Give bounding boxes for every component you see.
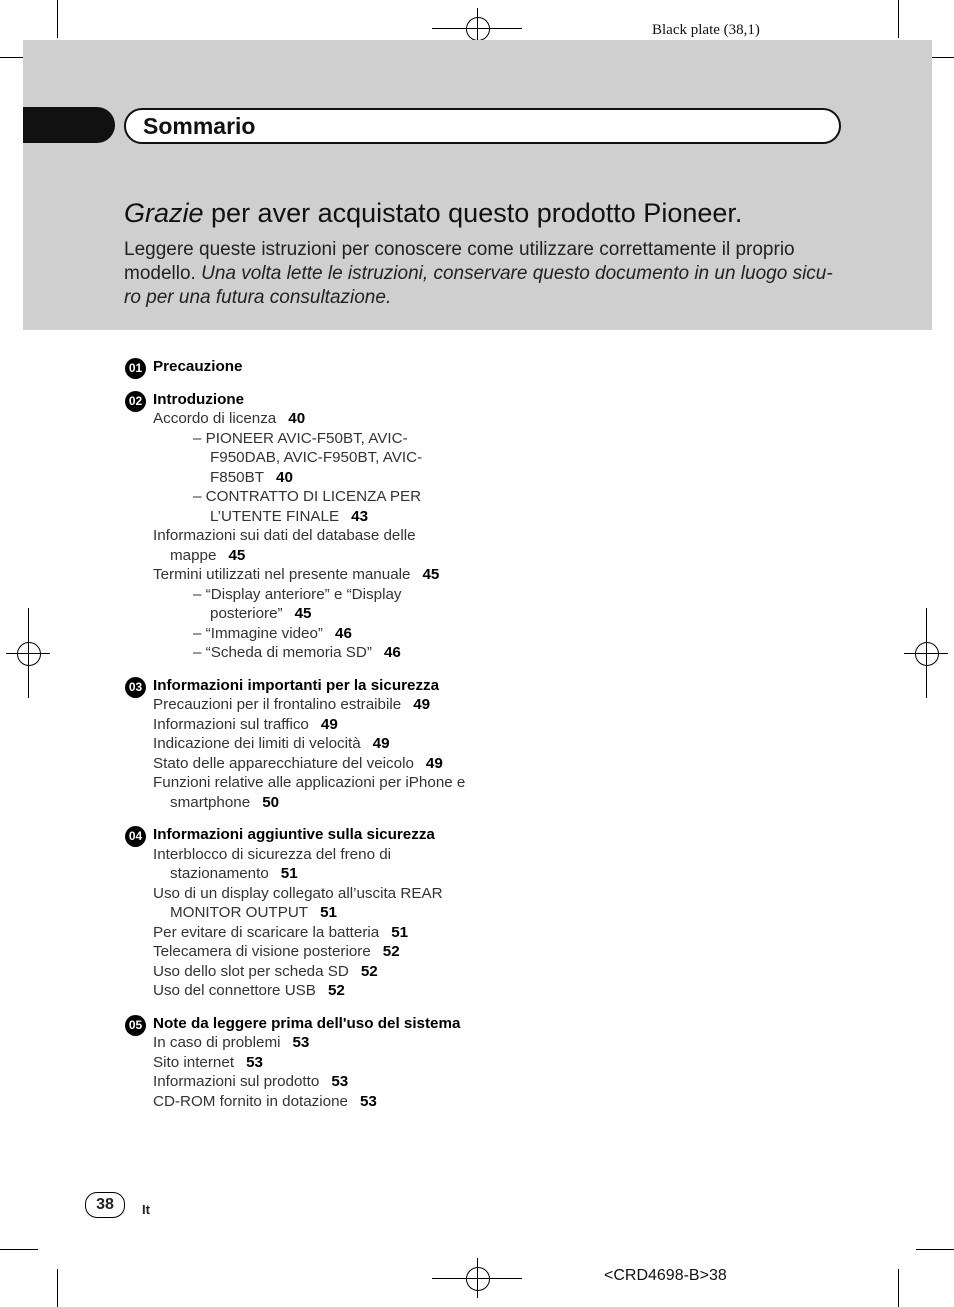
toc-entry[interactable]: [153, 1033, 470, 1053]
toc-page-number: 53: [331, 1073, 349, 1090]
toc-section: [125, 389, 470, 663]
toc-entry[interactable]: [153, 754, 470, 774]
toc-page-number: 43: [351, 507, 369, 525]
toc-section: [125, 824, 470, 1001]
toc-entry[interactable]: [153, 962, 470, 982]
toc-page-number: 51: [391, 923, 409, 941]
toc-entry-text: Uso di un display collegato all’uscita REAR MONITOR OUTPUT: [153, 884, 443, 921]
toc-entry-text: Telecamera di visione posteriore: [153, 943, 371, 960]
toc-page-number: 52: [360, 962, 378, 980]
toc-entry-text: Uso dello slot per scheda SD: [153, 962, 349, 980]
toc-page-number: 49: [425, 754, 443, 772]
registration-mark-circle: [17, 642, 41, 666]
toc-entry[interactable]: [193, 487, 470, 526]
crop-mark: [57, 0, 58, 38]
toc-entry[interactable]: [153, 845, 470, 884]
toc-entry[interactable]: [153, 695, 470, 715]
toc-page-number: 49: [413, 696, 431, 713]
toc-page-number: 53: [292, 1034, 310, 1051]
toc-page-number: 52: [327, 982, 345, 999]
section-title-pill: [124, 108, 841, 144]
toc-page-number: 40: [288, 410, 306, 427]
toc-page-number: 53: [246, 1053, 263, 1071]
registration-mark-circle: [915, 642, 939, 666]
toc-entry-text: Indicazione dei limiti di velocità: [153, 735, 361, 752]
chapter-number-badge: 03: [125, 677, 146, 698]
toc-entry[interactable]: [153, 409, 470, 429]
intro-plain: Leggere queste istruzioni per conoscere come utilizzare correttamente il proprio modello.: [124, 239, 795, 284]
toc-page-number: 50: [262, 793, 280, 811]
intro-paragraph: [124, 238, 846, 310]
toc-entry[interactable]: [153, 565, 470, 585]
toc-page-number: 40: [276, 468, 293, 486]
toc-page-number: 46: [335, 624, 352, 642]
toc-entry[interactable]: [153, 734, 470, 754]
toc-entry-text: In caso di problemi: [153, 1034, 281, 1051]
toc-entry[interactable]: [153, 526, 470, 565]
crop-mark: [898, 1269, 899, 1307]
toc-entry-text: – “Scheda di memoria SD”: [193, 644, 372, 661]
registration-mark-circle: [466, 17, 490, 41]
page-number: 38: [85, 1192, 125, 1218]
toc-entry-text: Informazioni sul traffico: [153, 715, 309, 733]
intro-italic: Una volta lette le istruzioni, conservare questo documento in un luogo sicu-ro per una futura consultazione.: [124, 263, 833, 308]
table-of-contents: [125, 356, 470, 1123]
toc-entry-text: Funzioni relative alle applicazioni per iPhone e smartphone: [153, 774, 466, 811]
document-code: <CRD4698-B>38: [604, 1267, 727, 1284]
toc-entry[interactable]: [153, 923, 470, 943]
chapter-number-badge: 05: [125, 1015, 146, 1036]
toc-entry-text: Per evitare di scaricare la batteria: [153, 923, 380, 941]
toc-entry[interactable]: [153, 981, 470, 1001]
chapter-title[interactable]: Note da leggere prima dell'uso del sistema: [153, 1014, 461, 1032]
crop-mark: [57, 1269, 58, 1307]
toc-page-number: 45: [422, 566, 440, 583]
toc-page-number: 53: [359, 1092, 377, 1110]
section-title: Sommario: [143, 113, 256, 139]
toc-entry-text: Precauzioni per il frontalino estraibile: [153, 696, 402, 713]
toc-entry-text: Informazioni sul prodotto: [153, 1073, 320, 1090]
toc-entry-text: – “Display anteriore” e “Display posteriore”: [193, 585, 402, 622]
toc-page-number: 52: [382, 943, 400, 960]
toc-entry[interactable]: [153, 773, 470, 812]
toc-entry[interactable]: [153, 1092, 470, 1112]
toc-entry[interactable]: [193, 429, 470, 488]
toc-section: [125, 1013, 470, 1112]
toc-entry[interactable]: [153, 1053, 470, 1073]
toc-entry[interactable]: [153, 884, 470, 923]
chapter-title[interactable]: Informazioni aggiuntive sulla sicurezza: [153, 826, 435, 843]
headline-rest: per aver acquistato questo prodotto Pioneer.: [203, 198, 743, 228]
toc-page-number: 45: [294, 605, 312, 622]
chapter-number-badge: 02: [125, 391, 146, 412]
chapter-number-badge: 01: [125, 358, 146, 379]
headline: [124, 198, 742, 229]
toc-entry-text: Informazioni sui dati del database delle mappe: [153, 527, 416, 564]
toc-section: [125, 675, 470, 813]
toc-page-number: 49: [372, 735, 390, 752]
toc-page-number: 46: [383, 644, 401, 661]
chapter-title[interactable]: Precauzione: [153, 358, 243, 375]
registration-mark-circle: [466, 1267, 490, 1291]
crop-mark: [0, 1249, 38, 1250]
headline-italic: Grazie: [124, 198, 204, 228]
toc-entry-text: CD-ROM fornito in dotazione: [153, 1092, 348, 1110]
toc-entry-text: Sito internet: [153, 1053, 235, 1071]
chapter-title[interactable]: Informazioni importanti per la sicurezza: [153, 676, 440, 694]
toc-entry-text: – “Immagine video”: [193, 624, 323, 642]
section-tab: [23, 107, 115, 143]
toc-entry-text: Uso del connettore USB: [153, 982, 316, 999]
language-code: It: [142, 1202, 150, 1217]
toc-entry-text: Stato delle apparecchiature del veicolo: [153, 754, 414, 772]
toc-page-number: 51: [280, 865, 298, 882]
toc-entry-text: – CONTRATTO DI LICENZA PER L’UTENTE FINALE: [193, 488, 422, 525]
toc-page-number: 51: [320, 904, 337, 921]
crop-mark: [916, 1249, 954, 1250]
toc-entry-text: Accordo di licenza: [153, 410, 277, 427]
toc-page-number: 45: [228, 546, 246, 564]
toc-entry[interactable]: [193, 643, 470, 663]
chapter-number-badge: 04: [125, 826, 146, 847]
crop-mark: [898, 0, 899, 38]
toc-entry[interactable]: [153, 1072, 470, 1092]
toc-section: [125, 356, 470, 377]
toc-entry[interactable]: [193, 624, 470, 644]
toc-entry-text: – PIONEER AVIC-F50BT, AVIC-F950DAB, AVIC-F950BT, AVIC-F850BT: [193, 429, 423, 486]
toc-entry[interactable]: [193, 585, 470, 624]
toc-entry-text: Termini utilizzati nel presente manuale: [153, 566, 411, 583]
toc-entry-text: Interblocco di sicurezza del freno di stazionamento: [153, 845, 392, 882]
plate-label: Black plate (38,1): [652, 22, 760, 38]
toc-entry[interactable]: [153, 715, 470, 735]
toc-page-number: 49: [320, 715, 338, 733]
chapter-title[interactable]: Introduzione: [153, 390, 245, 408]
toc-entry[interactable]: [153, 942, 470, 962]
